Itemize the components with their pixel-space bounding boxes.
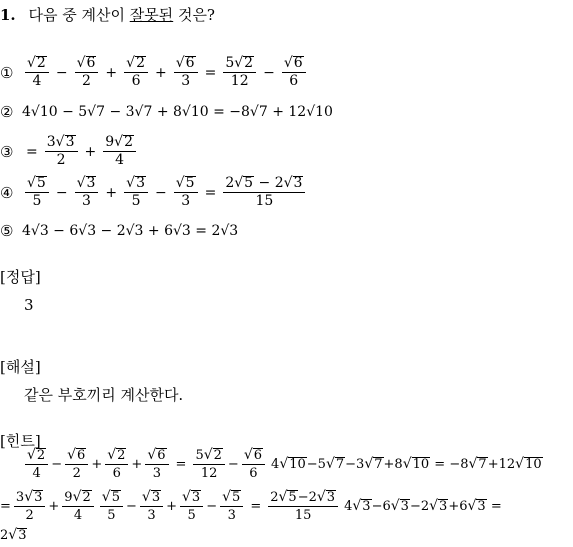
option-5 — [0, 222, 238, 240]
answer-label: [정답] — [0, 268, 41, 286]
hint-line-1: √ 2 4 − √ 6 2 + √ 2 6 + √ 6 3 = 5 √ 2 12 − √ 6 6 4 √ 10 −5 √ 7 −3 √ 7 +8 √ 10 = −8 √ 7 +12 √ 10 — [27, 447, 542, 481]
option-marker: ④ — [0, 183, 14, 202]
option-1-expression: √ 2 4 − √ 6 2 + √ 2 6 + √ 6 3 = 5 √ 2 12 − √ 6 6 — [22, 56, 309, 89]
answer-value: 3 — [24, 296, 34, 314]
hint-line-2: = 3 √ 3 2 + 9 √ 2 4 √ 5 5 − √ 3 3 + √ 3 5 − √ 5 3 = 2 √ 5 −2 √ 3 15 4 √ 3 −6 √ 3 −2 √ 3 +6 √ 3 = — [0, 489, 502, 523]
option-marker: ① — [0, 63, 14, 82]
option-5-expression: 4√3 − 6√3 − 2√3 + 6√3 = 2√3 — [22, 223, 239, 239]
question-underlined: 잘못된 — [129, 6, 174, 24]
option-3-expression: = 3 √ 3 2 + 9 √ 2 4 — [22, 135, 139, 168]
explanation-text: 같은 부호끼리 계산한다. — [24, 386, 184, 404]
option-3 — [0, 135, 139, 168]
question-text-after: 것은? — [173, 6, 215, 24]
hint-line-3: 2 √ 3 — [0, 527, 27, 543]
option-marker: ② — [0, 103, 14, 121]
hint-label: [힌트] — [0, 432, 41, 450]
explanation-label: [해설] — [0, 358, 41, 376]
question-text-before: 다음 중 계산이 — [28, 6, 130, 24]
option-2-expression: 4√10 − 5√7 − 3√7 + 8√10 = −8√7 + 12√10 — [22, 104, 333, 120]
option-4-expression: √ 5 5 − √ 3 3 + √ 3 5 − √ 5 3 = 2 √ 5 − 2 √ 3 15 — [22, 176, 308, 209]
option-marker: ⑤ — [0, 222, 14, 240]
option-1 — [0, 56, 309, 89]
option-marker: ③ — [0, 142, 14, 161]
option-4 — [0, 176, 308, 209]
option-2 — [0, 103, 333, 121]
question-number: 1. — [0, 6, 16, 24]
question-line — [0, 4, 215, 25]
